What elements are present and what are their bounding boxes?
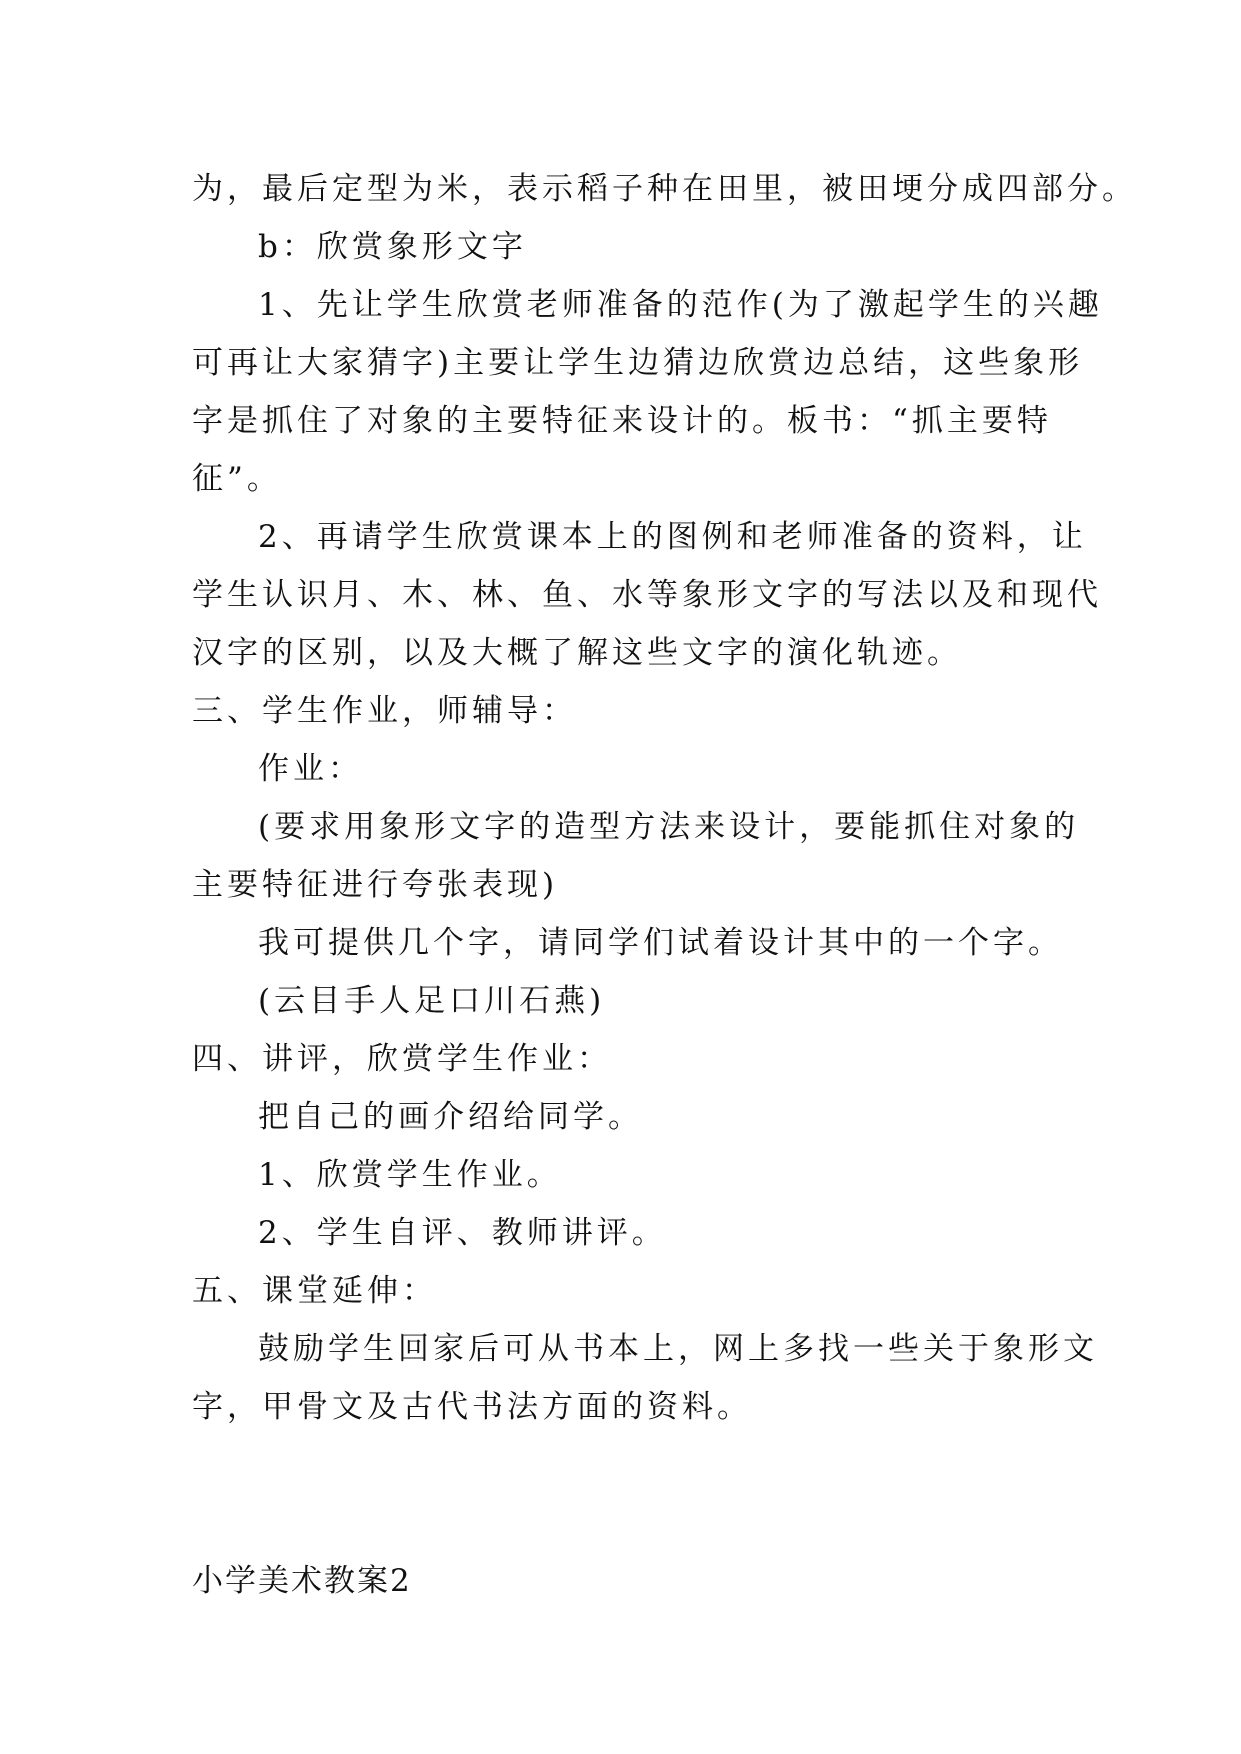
paragraph-gap [192, 1436, 1052, 1552]
text-line: 作业： [258, 751, 363, 787]
text-line: 把自己的画介绍给同学。 [258, 1099, 643, 1135]
text-line: 字，甲骨文及古代书法方面的资料。 [192, 1389, 752, 1425]
text-line: 为，最后定型为米，表示稻子种在田里，被田埂分成四部分。 [192, 171, 1137, 207]
text-line: 1、先让学生欣赏老师准备的范作(为了激起学生的兴趣 [258, 287, 1103, 323]
text-line: 可再让大家猜字)主要让学生边猜边欣赏边总结，这些象形 [192, 345, 1084, 381]
section-heading: 四、讲评，欣赏学生作业： [192, 1041, 612, 1077]
text-line: 2、学生自评、教师讲评。 [258, 1215, 667, 1251]
text-line: 2、再请学生欣赏课本上的图例和老师准备的资料，让 [258, 519, 1087, 555]
text-line: 字是抓住了对象的主要特征来设计的。板书：“抓主要特 [192, 403, 1052, 439]
text-line: (云目手人足口川石燕) [258, 983, 606, 1019]
section-heading: 三、学生作业，师辅导： [192, 693, 577, 729]
document-body [192, 160, 1137, 1610]
text-line: 学生认识月、木、林、鱼、水等象形文字的写法以及和现代 [192, 577, 1102, 613]
next-section-title: 小学美术教案2 [192, 1563, 412, 1599]
text-line: 汉字的区别，以及大概了解这些文字的演化轨迹。 [192, 635, 962, 671]
section-heading: 五、课堂延伸： [192, 1273, 437, 1309]
text-line: 主要特征进行夸张表现) [192, 867, 559, 903]
text-line: 鼓励学生回家后可从书本上，网上多找一些关于象形文 [258, 1331, 1098, 1367]
text-line: b：欣赏象形文字 [258, 229, 527, 265]
text-line: 我可提供几个字，请同学们试着设计其中的一个字。 [258, 925, 1063, 961]
text-line: 1、欣赏学生作业。 [258, 1157, 562, 1193]
text-line: 征”。 [192, 461, 282, 497]
text-line: (要求用象形文字的造型方法来设计，要能抓住对象的 [258, 809, 1080, 845]
